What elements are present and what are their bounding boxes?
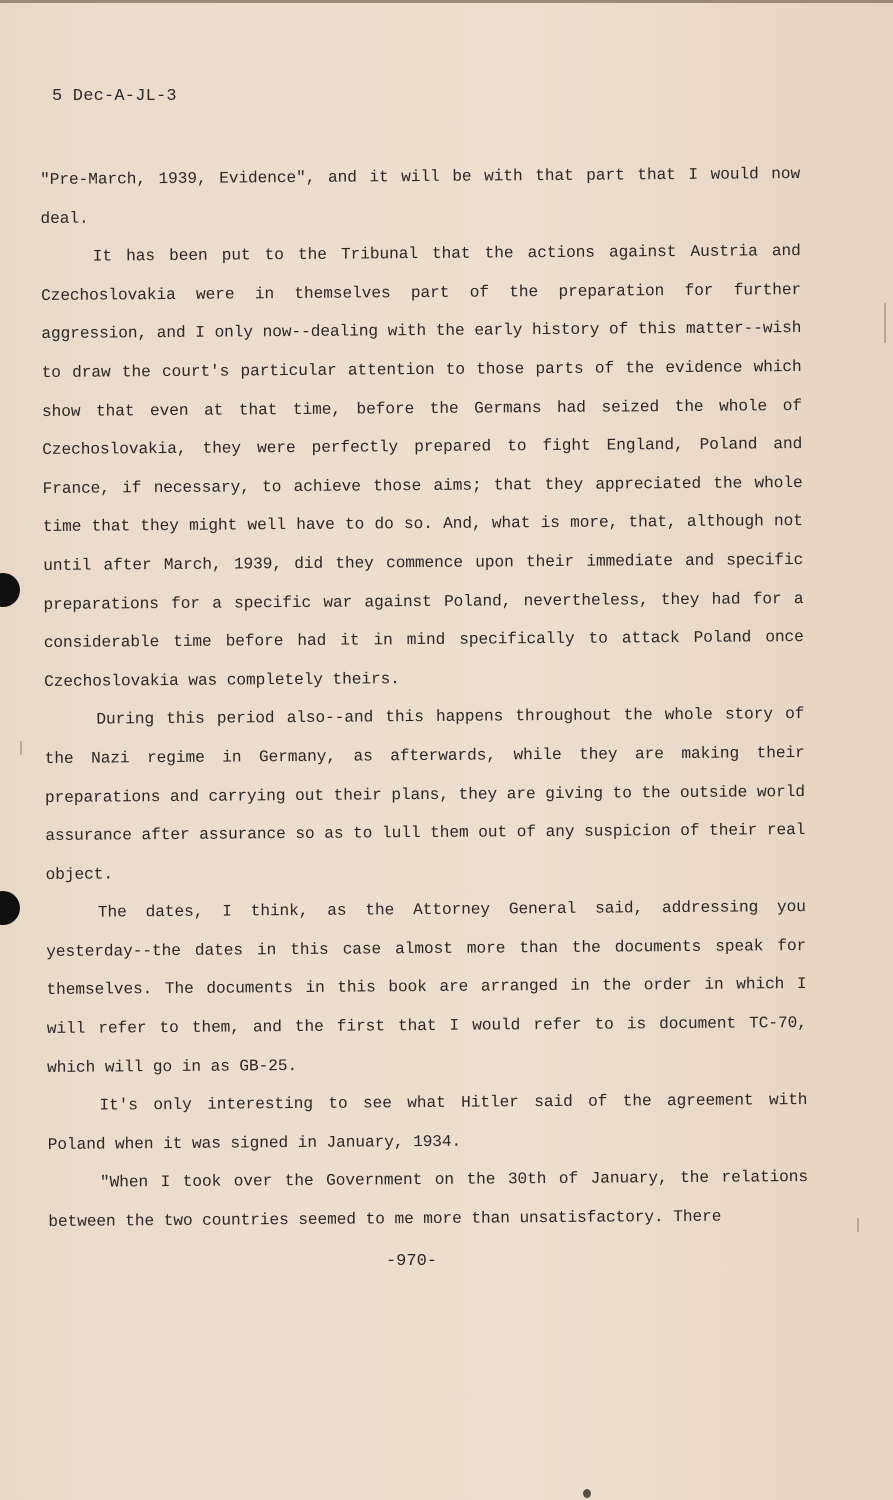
body-text [40,155,808,1242]
paragraph-5: It's only interesting to see what Hitler said of the agreement with Poland when it was signed in January, 1934. [47,1091,808,1154]
paper-mark-left [20,741,22,755]
paper-mark-right [857,1218,859,1232]
paragraph-2: It has been put to the Tribunal that the actions against Austria and Czechoslovakia were in themselves part of the preparation for further aggression, and I only now--dealing with the early history of this matter--wish to draw the court's particular attention to those parts of the evidence which show that even at that time, before the Germans had seized the whole of Czechoslovakia, they were perfectly prepared to fight England, Poland and France, if necessary, to achieve those aims; that they appreciated the whole time that they might well have to do so. And, what is more, that, although not until after March, 1939, did they commence upon their immediate and specific preparations for a specific war against Poland, nevertheless, they had for a considerable time before had it in mind specifically to attack Poland once Czechoslovakia was completely theirs. [40,242,804,691]
paragraph-4: The dates, I think, as the Attorney General said, addressing you yesterday--the dates in this case almost more than the documents speak for themselves. The documents in this book are arranged in the order in which I will refer to them, and the first that I would refer to is document TC-70, which will go in as GB-25. [46,898,807,1077]
paper-speck [583,1489,591,1498]
binder-hole-lower [0,891,20,925]
binder-hole-upper [0,573,20,607]
page-header: 5 Dec-A-JL-3 [52,87,177,106]
paragraph-1: "Pre-March, 1939, Evidence", and it will be with that part that I would now deal. [40,165,801,228]
paragraph-3: During this period also--and this happens throughout the whole story of the Nazi regime in Germany, as afterwards, while they are making their preparations and carrying out their plans, they are giving to the outside world assurance after assurance so as to lull them out of any suspicion of their real object. [44,705,806,884]
paper-edge-mark [884,303,886,343]
paragraph-6-quote: "When I took over the Government on the 30th of January, the relations between the two countries seemed to me more than unsatisfactory. There [48,1168,809,1231]
page-number: -970- [385,1252,437,1271]
